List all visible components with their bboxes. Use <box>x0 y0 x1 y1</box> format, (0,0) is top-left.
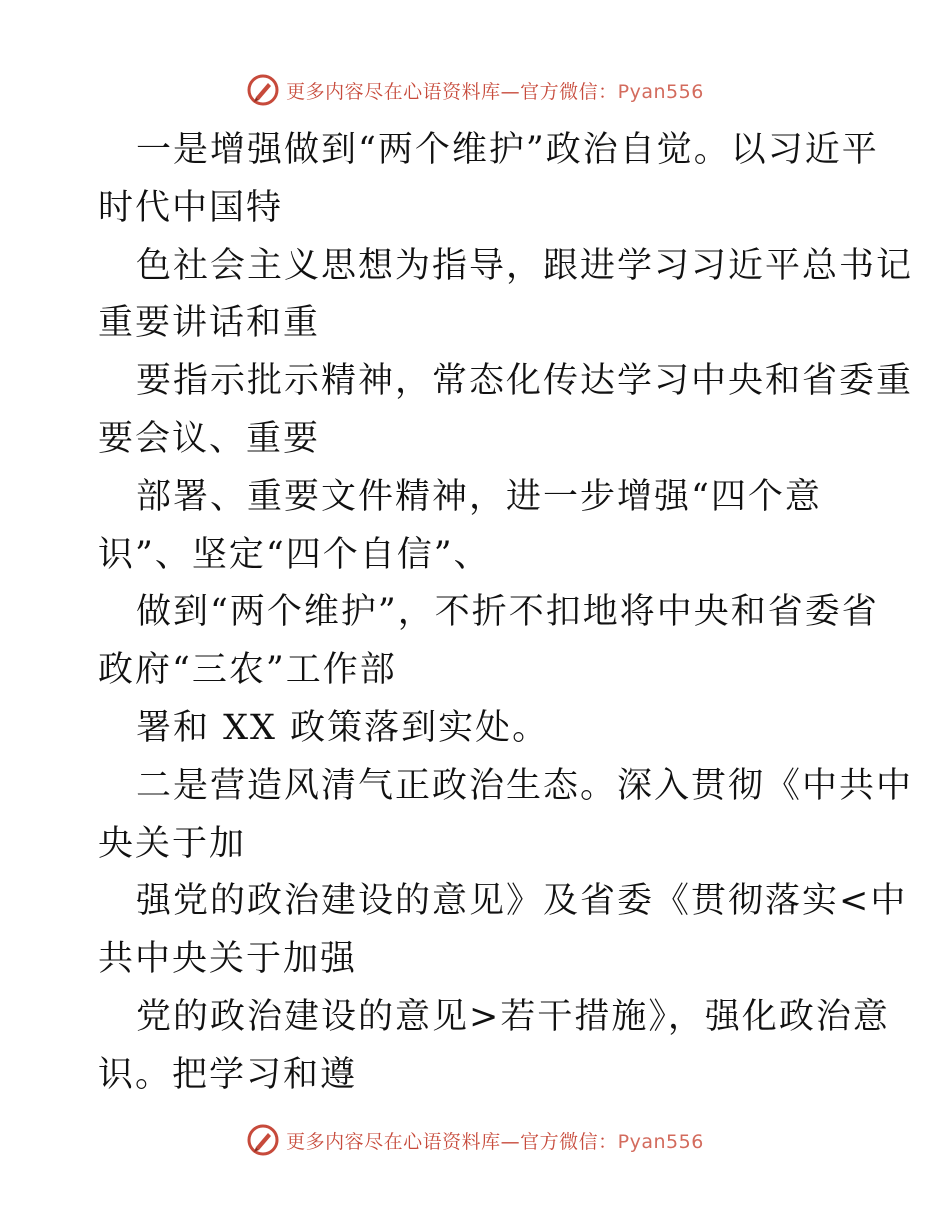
watermark-account: Pyan556 <box>617 1130 704 1153</box>
document-body <box>98 122 914 1105</box>
text-line: 强党的政治建设的意见》及省委《贯彻落实<中 <box>136 881 908 922</box>
text-line: 党的政治建设的意见>若干措施》，强化政治意 <box>136 996 890 1037</box>
text-line: 要指示批示精神，常态化传达学习中央和省委重 <box>136 361 914 402</box>
text-line: 做到“两个维护”，不折不扣地将中央和省委省 <box>136 592 879 633</box>
text-line: 部署、重要文件精神，进一步增强“四个意 <box>136 476 822 517</box>
text-line: 署和 XX 政策落到实处。 <box>136 707 550 748</box>
watermark-label: 更多内容尽在心语资料库—官方微信： <box>286 80 618 103</box>
watermark-account: Pyan556 <box>617 80 704 103</box>
pen-logo-icon <box>246 1123 280 1157</box>
watermark-text <box>286 1127 704 1154</box>
pen-logo-icon <box>246 73 280 107</box>
text-line: 共中央关于加强 <box>98 939 358 980</box>
text-line: 二是营造风清气正政治生态。深入贯彻《中共中 <box>136 765 914 806</box>
text-line: 政府“三农”工作部 <box>98 650 397 691</box>
text-line: 识”、坚定“四个自信”、 <box>98 534 491 575</box>
text-line: 时代中国特 <box>98 187 284 228</box>
watermark-text <box>286 77 704 104</box>
footer-watermark <box>0 1120 950 1160</box>
header-watermark <box>0 70 950 110</box>
text-line: 识。把学习和遵 <box>98 1054 358 1095</box>
text-line: 央关于加 <box>98 823 247 864</box>
text-line: 重要讲话和重 <box>98 303 321 344</box>
text-line: 要会议、重要 <box>98 418 321 459</box>
watermark-label: 更多内容尽在心语资料库—官方微信： <box>286 1130 618 1153</box>
text-line: 一是增强做到“两个维护”政治自觉。以习近平 <box>136 130 879 170</box>
text-line: 色社会主义思想为指导，跟进学习习近平总书记 <box>136 245 914 286</box>
